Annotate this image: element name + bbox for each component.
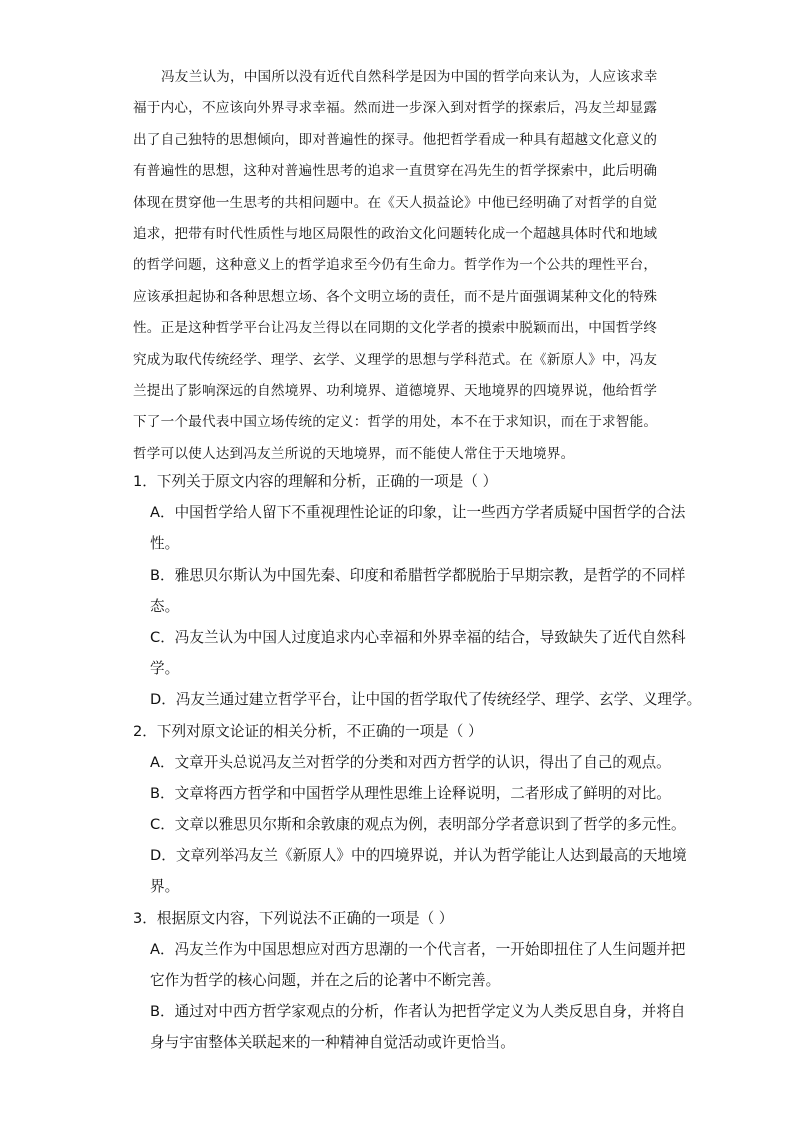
passage-line: 追求，把带有时代性质性与地区局限性的政治文化问题转化成一个超越具体时代和地域	[133, 225, 658, 242]
option-a[interactable]	[133, 497, 686, 559]
option-text: A．文章开头总说冯友兰对哲学的分类和对西方哲学的认识，得出了自己的观点。	[150, 753, 671, 771]
passage-line: 出了自己独特的思想倾向，即对普遍性的探寻。他把哲学看成一种具有超越文化意义的	[133, 131, 658, 148]
passage-line: 兰提出了影响深远的自然境界、功利境界、道德境界、天地境界的四境界说，他给哲学	[133, 382, 658, 399]
option-text: A．冯友兰作为中国思想应对西方思潮的一个代言者，一开始即扭住了人生问题并把	[150, 940, 686, 958]
passage-line: 哲学可以使人达到冯友兰所说的天地境界，而不能使人常住于天地境界。	[133, 445, 575, 462]
passage-line: 有普遍性的思想，这种对普遍性思考的追求一直贯穿在冯先生的哲学探索中，此后明确	[133, 163, 658, 180]
question-stem: 2．下列对原文论证的相关分析，不正确的一项是（ ）	[133, 722, 483, 740]
option-text: 态。	[150, 597, 180, 615]
option-text: 界。	[150, 878, 180, 896]
option-text: A．中国哲学给人留下不重视理性论证的印象，让一些西方学者质疑中国哲学的合法	[150, 504, 686, 522]
passage-line: 究成为取代传统经学、理学、玄学、义理学的思想与学科范式。在《新原人》中，冯友	[133, 351, 658, 368]
option-c[interactable]	[133, 622, 686, 684]
option-text: C．文章以雅思贝尔斯和余敦康的观点为例，表明部分学者意识到了哲学的多元性。	[150, 816, 686, 834]
option-text: D．冯友兰通过建立哲学平台，让中国的哲学取代了传统经学、理学、玄学、义理学。	[150, 691, 702, 709]
option-text: B．文章将西方哲学和中国哲学从理性思维上诠释说明，二者形成了鲜明的对比。	[150, 784, 671, 802]
option-text: 它作为哲学的核心问题，并在之后的论著中不断完善。	[150, 972, 501, 989]
option-text: 学。	[150, 660, 180, 678]
option-text: 性。	[150, 535, 180, 553]
passage-line: 应该承担起协和各种思想立场、各个文明立场的责任，而不是片面强调某种文化的特殊	[133, 288, 658, 305]
passage-line: 的哲学问题，这种意义上的哲学追求至今仍有生命力。哲学作为一个公共的理性平台，	[133, 257, 658, 274]
option-d[interactable]	[133, 684, 702, 715]
passage-line: 冯友兰认为，中国所以没有近代自然科学是因为中国的哲学向来认为，人应该求幸	[161, 69, 658, 85]
option-b[interactable]	[133, 560, 686, 622]
option-text: D．文章列举冯友兰《新原人》中的四境界说，并认为哲学能让人达到最高的天地境	[150, 847, 687, 865]
passage-line: 下了一个最代表中国立场传统的定义：哲学的用处，本不在于求知识，而在于求智能。	[133, 414, 658, 431]
question-list	[133, 466, 702, 1059]
option-a[interactable]	[133, 934, 686, 996]
option-text: B．通过对中西方哲学家观点的分析，作者认为把哲学定义为人类反思自身，并将自	[150, 1003, 686, 1021]
passage-line: 体现在贯穿他一生思考的共相问题中。在《天人损益论》中他已经明确了对哲学的自觉	[133, 194, 658, 211]
option-text: 身与宇宙整体关联起来的一种精神自觉活动或许更恰当。	[150, 1034, 515, 1052]
option-b[interactable]	[133, 778, 673, 809]
passage-line: 性。正是这种哲学平台让冯友兰得以在同期的文化学者的摸索中脱颖而出，中国哲学终	[133, 320, 658, 337]
option-a[interactable]	[133, 747, 673, 778]
passage-line: 福于内心，不应该向外界寻求幸福。然而进一步深入到对哲学的探索后，冯友兰却显露	[133, 100, 658, 117]
option-text: B．雅思贝尔斯认为中国先秦、印度和希腊哲学都脱胎于早期宗教，是哲学的不同样	[150, 566, 686, 584]
option-c[interactable]	[133, 809, 686, 840]
question-stem: 1．下列关于原文内容的理解和分析，正确的一项是（ ）	[133, 473, 498, 490]
reading-passage	[133, 62, 673, 470]
option-d[interactable]	[133, 840, 687, 902]
question-stem: 3．根据原文内容，下列说法不正确的一项是（ ）	[133, 909, 454, 927]
option-text: C．冯友兰认为中国人过度追求内心幸福和外界幸福的结合，导致缺失了近代自然科	[150, 628, 686, 646]
option-b[interactable]	[133, 996, 686, 1058]
